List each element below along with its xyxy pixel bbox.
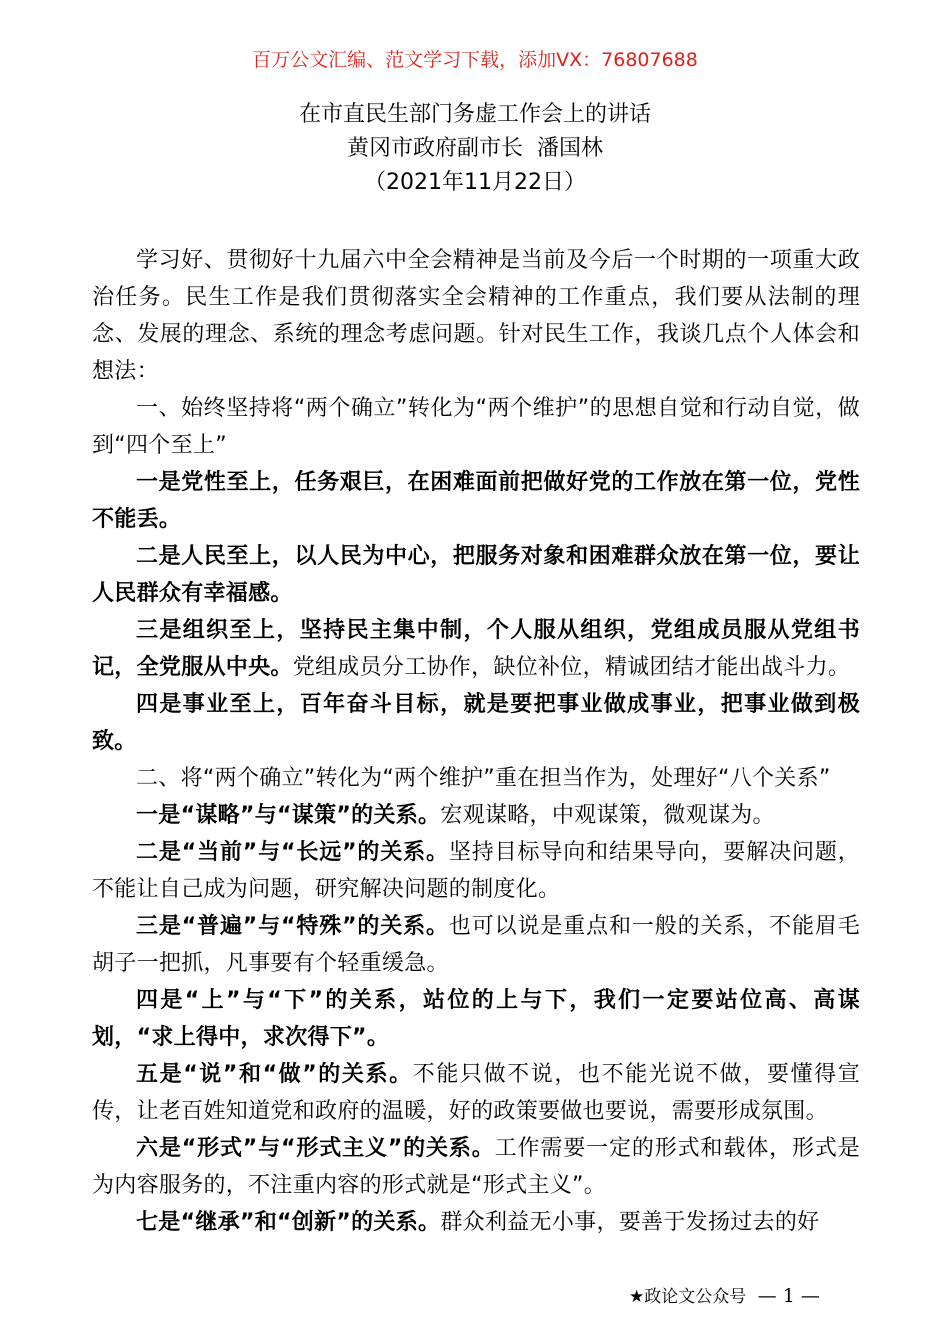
- paragraph-point: 四是“上”与“下”的关系，站位的上与下，我们一定要站位高、高谋划，“求上得中，求次得下”。: [92, 988, 860, 1050]
- speaker-line: 黄冈市政府副市长 潘国林: [347, 136, 603, 161]
- document-header: [0, 98, 950, 200]
- page-number: — 1 —: [757, 1285, 820, 1307]
- point-text: 群众利益无小事，要善于发扬过去的好: [440, 1210, 820, 1235]
- point-text: 也可以说是重点和一般的关系，不能眉毛胡子一把抓，凡事要有个轻重缓急。: [92, 914, 861, 976]
- point-text: 工作需要一定的形式和载体，形式是为内容服务的，不注重内容的形式就是“形式主义”。: [92, 1136, 860, 1198]
- paragraph-point: [92, 1056, 860, 1130]
- point-lead: 六是“形式”与“形式主义”的关系。: [136, 1136, 495, 1161]
- section-heading-2: 二、将“两个确立”转化为“两个维护”重在担当作为，处理好“八个关系”: [136, 766, 831, 791]
- point-text: 宏观谋略，中观谋策，微观谋为。: [440, 803, 775, 828]
- point-lead: 三是组织至上，坚持民主集中制，个人服从组织，党组成员服从党组书记，全党服从中央。: [92, 618, 860, 680]
- page-footer: [629, 1283, 929, 1310]
- footer-source: ★政论文公众号: [629, 1287, 747, 1307]
- point-text: 不能只做不说，也不能光说不做，要懂得宣传，让老百姓知道党和政府的温暖，好的政策要做也要说，需要形成氛围。: [92, 1062, 860, 1124]
- document-title: 在市直民生部门务虚工作会上的讲话: [298, 102, 651, 127]
- point-lead: 三是“普遍”与“特殊”的关系。: [136, 914, 449, 939]
- top-banner: 百万公文汇编、范文学习下载，添加VX：76807688: [252, 49, 698, 71]
- section-heading-1: 一、始终坚持将“两个确立”转化为“两个维护”的思想自觉和行动自觉，做到“四个至上”: [92, 396, 860, 458]
- point-lead: 一是“谋略”与“谋策”的关系。: [136, 803, 441, 828]
- paragraph-point: [92, 1130, 860, 1204]
- paragraph-point: [92, 834, 860, 908]
- paragraph-point: [92, 1204, 860, 1241]
- paragraph-point: [92, 612, 860, 686]
- document-body: [92, 242, 860, 1241]
- paragraph-point: 二是人民至上，以人民为中心，把服务对象和困难群众放在第一位，要让人民群众有幸福感。: [92, 544, 860, 606]
- paragraph-point: [92, 908, 860, 982]
- point-lead: 二是“当前”与“长远”的关系。: [136, 840, 449, 865]
- paragraph-point: 一是党性至上，任务艰巨，在困难面前把做好党的工作放在第一位，党性不能丢。: [92, 470, 860, 532]
- paragraph-point: [92, 797, 860, 834]
- point-text: 坚持目标导向和结果导向，要解决问题，不能让自己成为问题，研究解决问题的制度化。: [92, 840, 861, 902]
- speech-date: （2021年11月22日）: [364, 170, 586, 195]
- point-lead: 五是“说”和“做”的关系。: [136, 1062, 413, 1087]
- paragraph-intro: 学习好、贯彻好十九届六中全会精神是当前及今后一个时期的一项重大政治任务。民生工作是我们贯彻落实全会精神的工作重点，我们要从法制的理念、发展的理念、系统的理念考虑问题。针对民生工作，我谈几点个人体会和想法：: [92, 248, 860, 384]
- point-text: 党组成员分工协作，缺位补位，精诚团结才能出战斗力。: [292, 655, 851, 680]
- point-lead: 七是“继承”和“创新”的关系。: [136, 1210, 441, 1235]
- paragraph-point: 四是事业至上，百年奋斗目标，就是要把事业做成事业，把事业做到极致。: [92, 692, 860, 754]
